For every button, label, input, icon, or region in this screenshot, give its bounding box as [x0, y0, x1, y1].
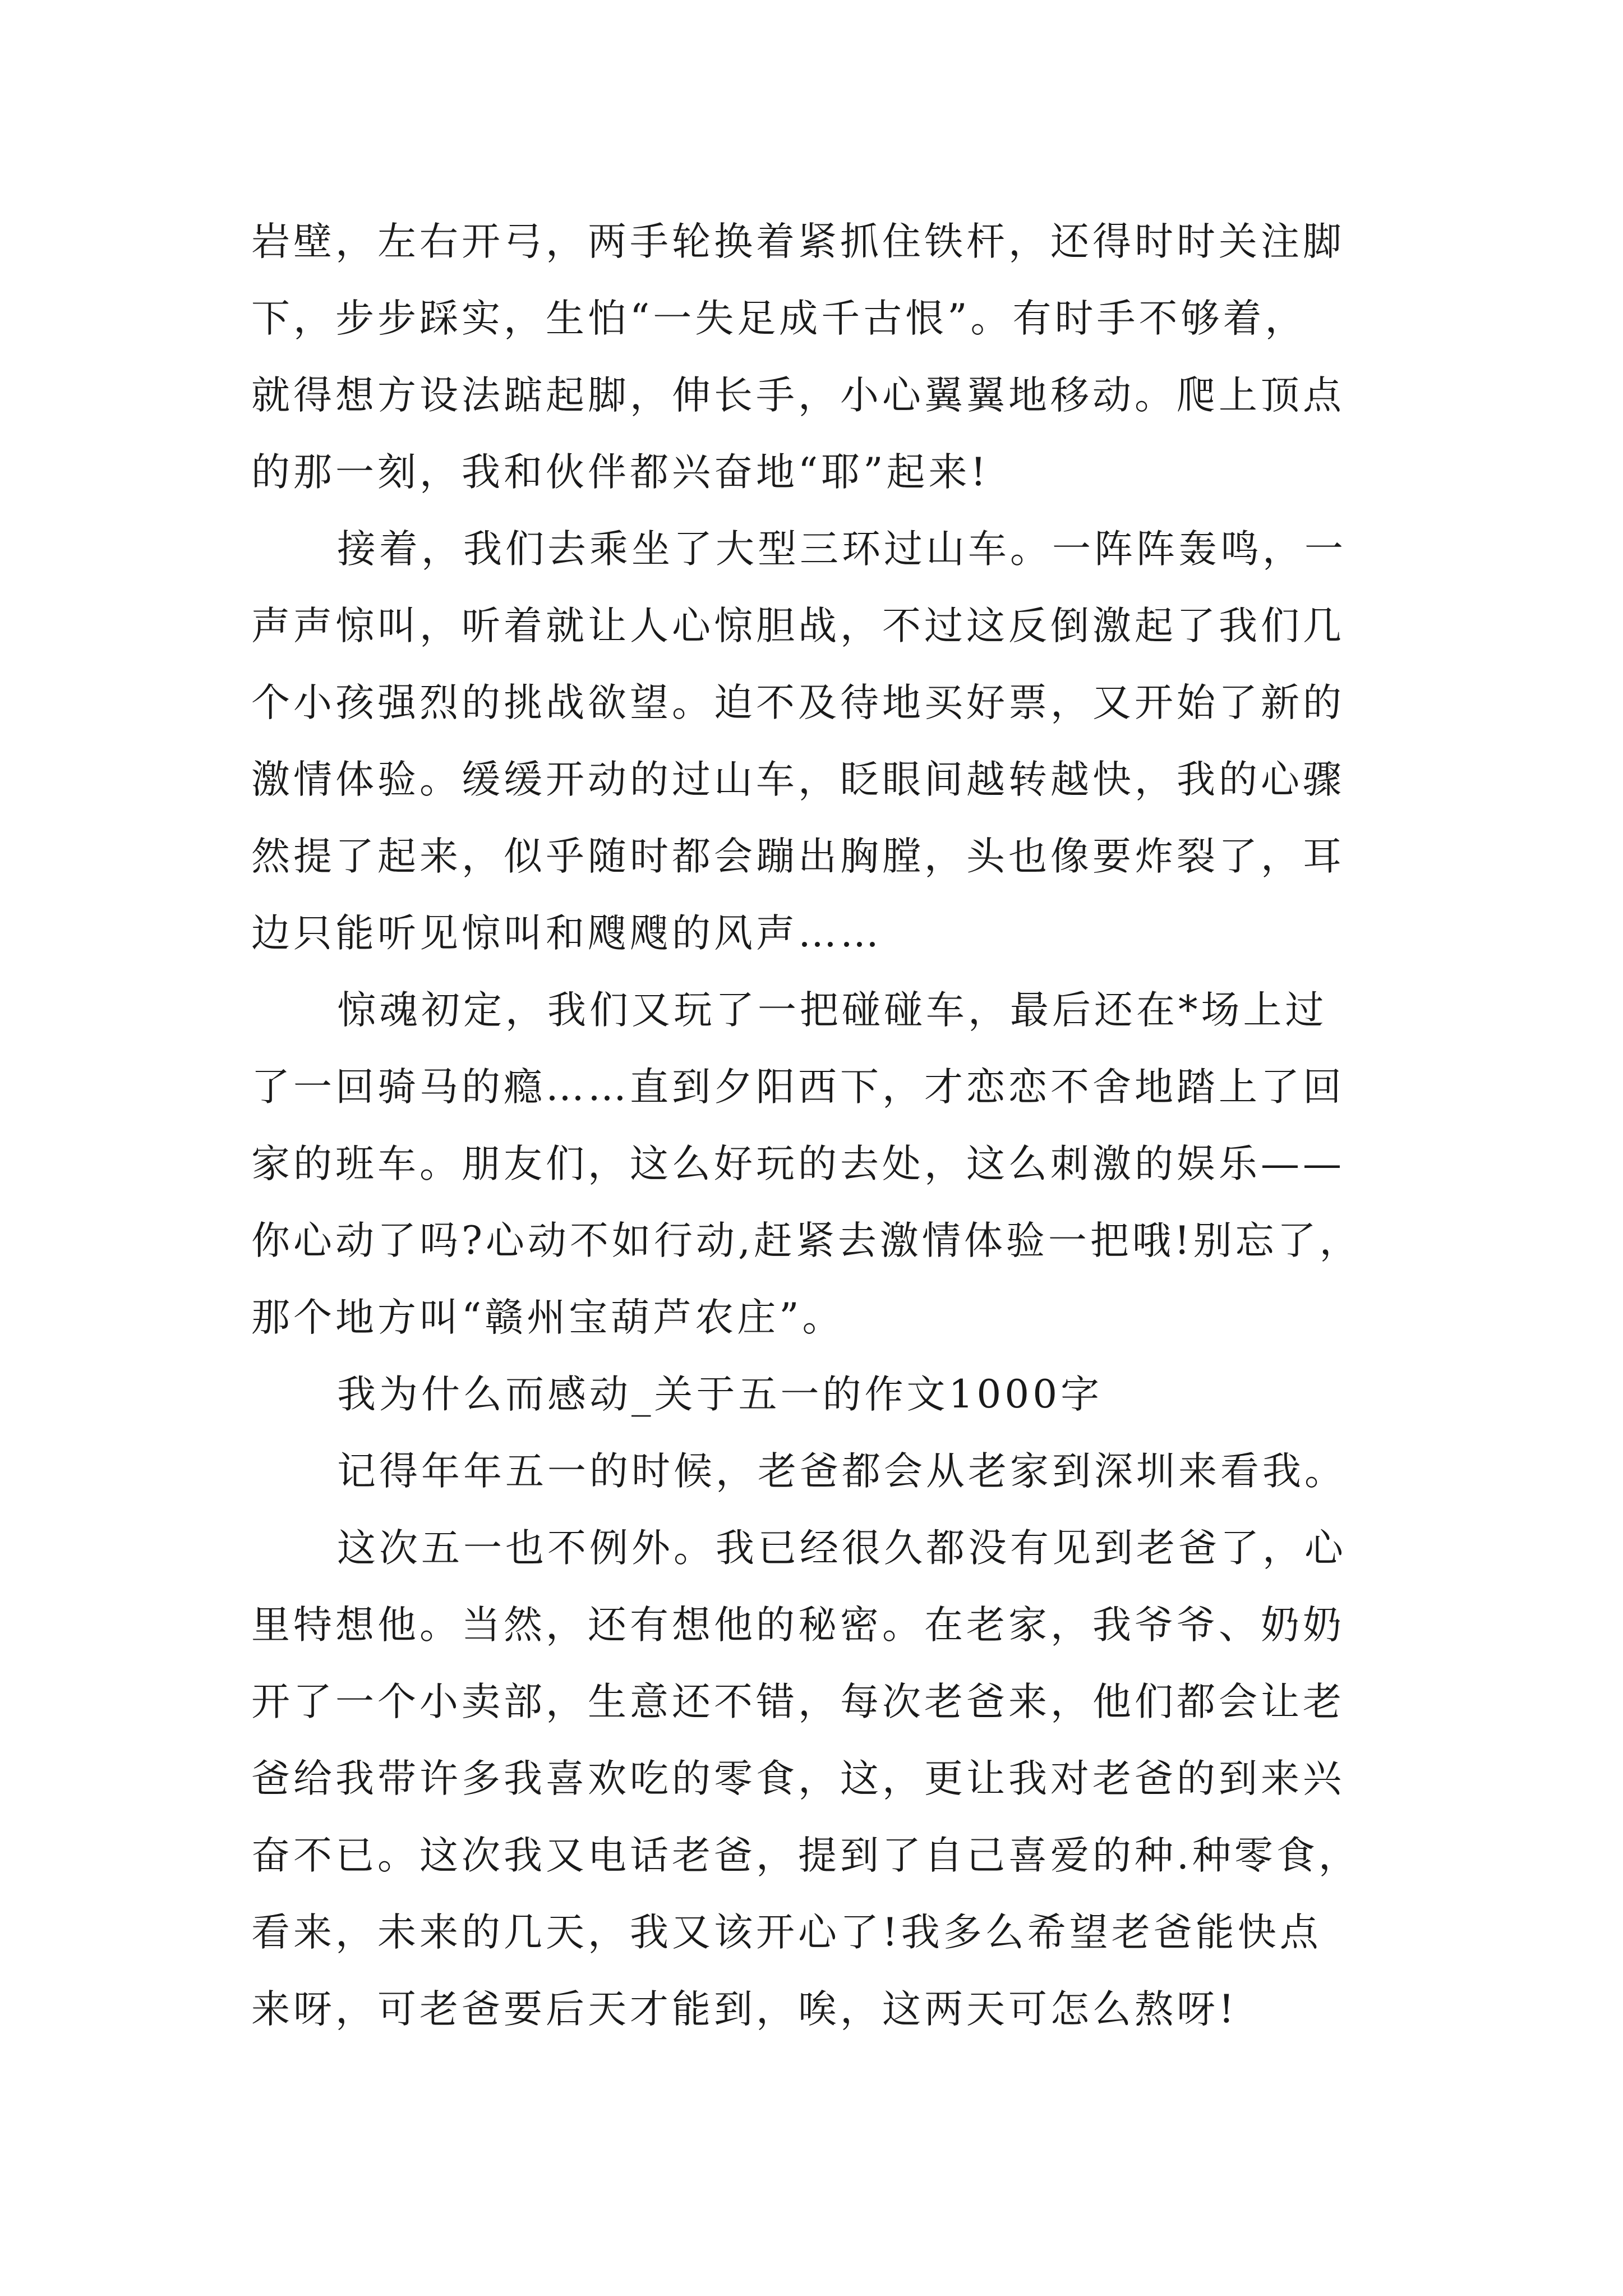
- text-line: 然提了起来，似乎随时都会蹦出胸膛，头也像要炸裂了，耳: [251, 834, 1345, 879]
- text-line: 记得年年五一的时候，老爸都会从老家到深圳来看我。: [337, 1449, 1347, 1494]
- text-line: 这次五一也不例外。我已经很久都没有见到老爸了，心: [337, 1526, 1347, 1571]
- text-line: 家的班车。朋友们，这么好玩的去处，这么刺激的娱乐——: [251, 1142, 1345, 1186]
- text-line: 里特想他。当然，还有想他的秘密。在老家，我爷爷、奶奶: [251, 1603, 1345, 1648]
- text-line: 声声惊叫，听着就让人心惊胆战，不过这反倒激起了我们几: [251, 604, 1345, 648]
- text-line: 看来，未来的几天，我又该开心了!我多么希望老爸能快点: [251, 1910, 1322, 1955]
- text-line: 那个地方叫“赣州宝葫芦农庄”。: [251, 1295, 845, 1340]
- text-line: 岩壁，左右开弓，两手轮换着紧抓住铁杆，还得时时关注脚: [251, 219, 1345, 264]
- section-heading: 我为什么而感动_关于五一的作文1000字: [337, 1372, 1103, 1417]
- text-line: 边只能听见惊叫和飕飕的风声……: [251, 911, 882, 956]
- text-line: 的那一刻，我和伙伴都兴奋地“耶”起来!: [251, 450, 990, 495]
- text-line: 就得想方设法踮起脚，伸长手，小心翼翼地移动。爬上顶点: [251, 373, 1345, 418]
- text-line: 开了一个小卖部，生意还不错，每次老爸来，他们都会让老: [251, 1680, 1345, 1724]
- text-line: 了一回骑马的瘾……直到夕阳西下，才恋恋不舍地踏上了回: [251, 1065, 1345, 1110]
- text-line: 奋不已。这次我又电话老爸，提到了自己喜爱的种.种零食，: [251, 1833, 1361, 1878]
- text-line: 你心动了吗?心动不如行动,赶紧去激情体验一把哦!别忘了，: [251, 1218, 1362, 1263]
- text-line: 接着，我们去乘坐了大型三环过山车。一阵阵轰鸣，一: [337, 527, 1347, 572]
- text-line: 下，步步踩实，生怕“一失足成千古恨”。有时手不够着，: [251, 296, 1307, 341]
- text-line: 来呀，可老爸要后天才能到，唉，这两天可怎么熬呀!: [251, 1987, 1238, 2032]
- text-line: 个小孩强烈的挑战欲望。迫不及待地买好票，又开始了新的: [251, 680, 1345, 725]
- text-line: 爸给我带许多我喜欢吃的零食，这，更让我对老爸的到来兴: [251, 1756, 1345, 1801]
- text-line: 激情体验。缓缓开动的过山车，眨眼间越转越快，我的心骤: [251, 757, 1345, 802]
- text-line: 惊魂初定，我们又玩了一把碰碰车，最后还在*场上过: [337, 988, 1327, 1033]
